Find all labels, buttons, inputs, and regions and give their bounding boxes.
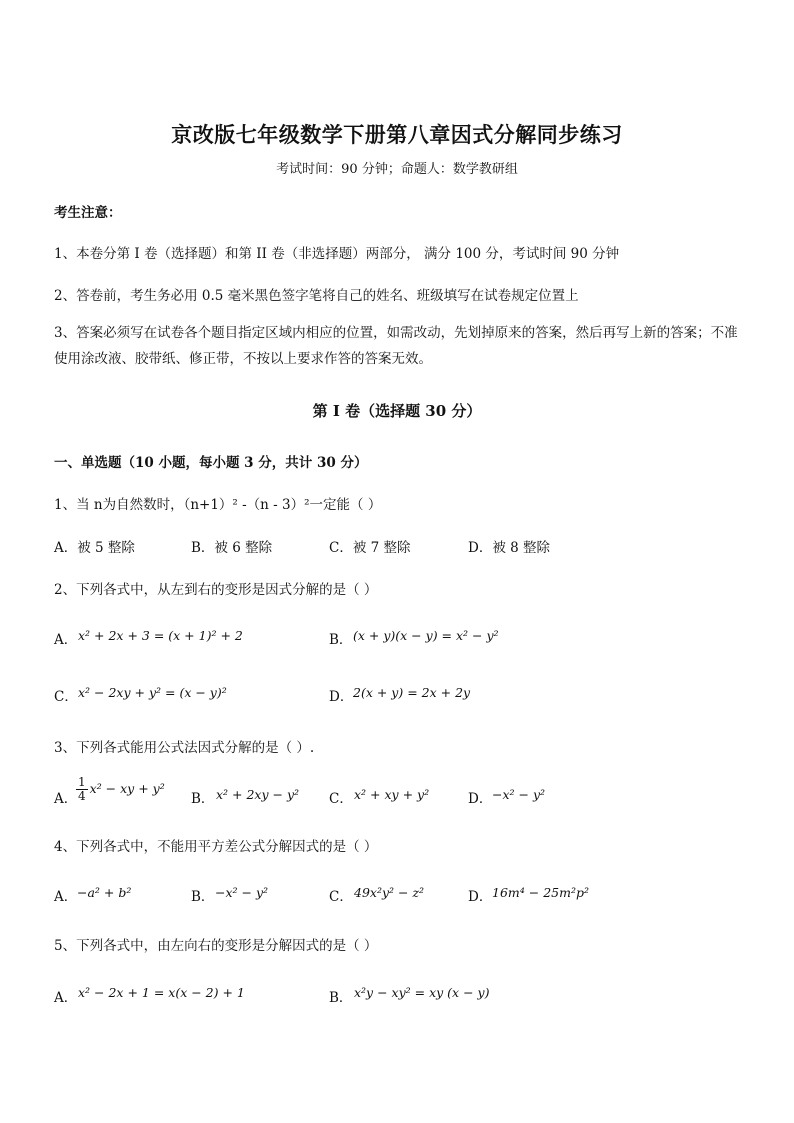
- q3-fraction: [76, 776, 88, 803]
- q5-option-b-label: B．: [329, 990, 353, 1006]
- q2-option-b-label: B．: [329, 632, 353, 648]
- question-5-stem: 5、下列各式中，由左向右的变形是分解因式的是（ ）: [54, 938, 378, 954]
- q2-option-a-formula: x² + 2x + 3 = (x + 1)² + 2: [78, 628, 243, 643]
- notice-item-2: 2、答卷前，考生务必用 0.5 毫米黑色签字笔将自己的姓名、班级填写在试卷规定位置上: [54, 288, 579, 304]
- q3-option-a-label: A．: [54, 791, 78, 807]
- section-title: 一、单选题（10 小题，每小题 3 分，共计 30 分）: [54, 455, 368, 471]
- q3-option-d-label: D．: [468, 791, 493, 807]
- question-2-stem: 2、下列各式中，从左到右的变形是因式分解的是（ ）: [54, 582, 378, 598]
- question-3-stem: 3、下列各式能用公式法因式分解的是（ ）.: [54, 740, 315, 756]
- q1-option-c: C．被 7 整除: [329, 540, 411, 556]
- exam-info: 考试时间：90 分钟；命题人：数学教研组: [276, 162, 518, 177]
- q3-option-c-label: C．: [329, 791, 353, 807]
- q3-fraction-numerator: 1: [78, 775, 86, 789]
- q3-option-d-formula: −x² − y²: [492, 787, 546, 802]
- q2-option-d-label: D．: [329, 689, 354, 705]
- q3-option-b-formula: x² + 2xy − y²: [216, 787, 300, 802]
- q2-option-b-formula: (x + y)(x − y) = x² − y²: [353, 628, 499, 643]
- q3-option-c-formula: x² + xy + y²: [354, 787, 430, 802]
- notice-item-3: 3、答案必须写在试卷各个题目指定区域内相应的位置，如需改动，先划掉原来的答案，然后再写上新的答案；不准使用涂改液、胶带纸、修正带，不按以上要求作答的答案无效。: [54, 325, 738, 367]
- notice-item-1: 1、本卷分第 I 卷（选择题）和第 II 卷（非选择题）两部分， 满分 100 分，考试时间 90 分钟: [54, 246, 620, 262]
- part-one-title: 第 I 卷（选择题 30 分）: [312, 402, 482, 420]
- q4-option-b-label: B．: [191, 889, 215, 905]
- q4-option-b-formula: −x² − y²: [215, 885, 269, 900]
- q4-option-d-label: D．: [468, 889, 493, 905]
- q3-option-a-formula: [76, 776, 165, 803]
- q2-option-d-formula: 2(x + y) = 2x + 2y: [353, 685, 471, 700]
- q3-option-b-label: B．: [191, 791, 215, 807]
- q2-option-a-label: A．: [54, 632, 78, 648]
- q4-option-a-label: A．: [54, 889, 78, 905]
- q1-option-b: B．被 6 整除: [191, 540, 273, 556]
- q5-option-b-formula: x²y − xy² = xy (x − y): [354, 985, 490, 1000]
- q4-option-a-formula: −a² + b²: [77, 885, 132, 900]
- page-title: 京改版七年级数学下册第八章因式分解同步练习: [171, 122, 623, 147]
- q3-fraction-denominator: 4: [78, 789, 86, 803]
- q2-option-c-label: C．: [54, 689, 78, 705]
- question-1-stem: 1、当 n为自然数时，（n+1）² -（n - 3）²一定能（ ）: [54, 497, 382, 513]
- q2-option-c-formula: x² − 2xy + y² = (x − y)²: [78, 685, 227, 700]
- q3-option-a-expression: x² − xy + y²: [89, 781, 165, 796]
- q1-option-a: A．被 5 整除: [54, 540, 135, 556]
- notice-heading: 考生注意：: [54, 205, 122, 221]
- q4-option-c-formula: 49x²y² − z²: [354, 885, 425, 900]
- q5-option-a-label: A．: [54, 990, 78, 1006]
- q4-option-d-formula: 16m⁴ − 25m²p²: [492, 885, 589, 900]
- q1-option-d: D．被 8 整除: [468, 540, 550, 556]
- question-4-stem: 4、下列各式中，不能用平方差公式分解因式的是（ ）: [54, 839, 378, 855]
- q4-option-c-label: C．: [329, 889, 353, 905]
- q5-option-a-formula: x² − 2x + 1 = x(x − 2) + 1: [78, 985, 245, 1000]
